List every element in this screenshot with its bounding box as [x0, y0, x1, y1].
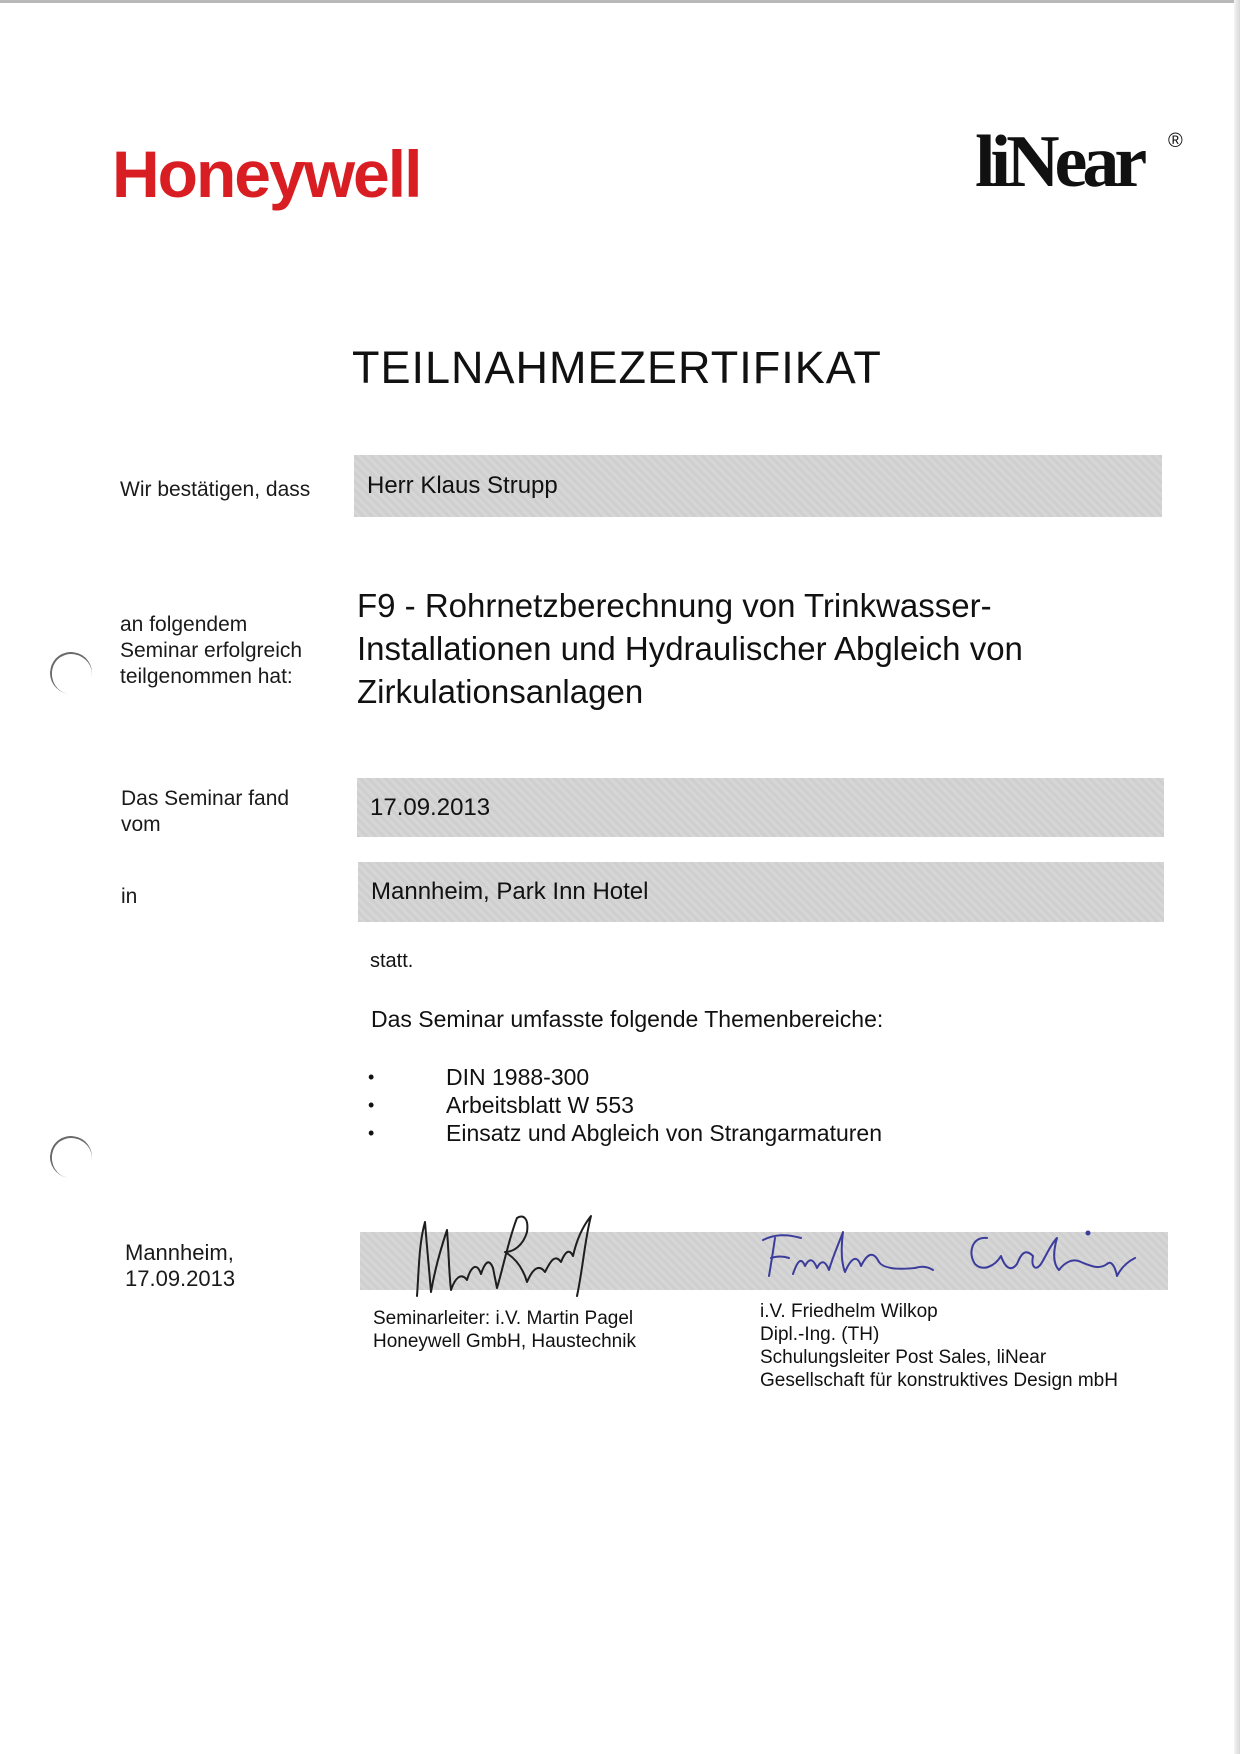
- place-line: Mannheim,: [125, 1240, 234, 1265]
- date-label: [121, 786, 289, 838]
- location-label: in: [121, 885, 138, 908]
- signature-martin-pagel: [405, 1208, 605, 1304]
- place-date: [125, 1240, 235, 1292]
- participant-name-field: [354, 455, 1162, 517]
- seminar-date-field: [357, 778, 1164, 837]
- participant-name: Herr Klaus Strupp: [367, 472, 558, 499]
- date-label-line: vom: [121, 813, 161, 836]
- date-line: 17.09.2013: [125, 1266, 236, 1291]
- seminar-title: [357, 584, 1187, 713]
- punch-hole-mark: [47, 649, 96, 698]
- signatory-line: Schulungsleiter Post Sales, liNear: [760, 1347, 1047, 1368]
- signature-friedhelm-wilkop: [755, 1218, 1145, 1288]
- registered-mark: ®: [1168, 130, 1183, 152]
- seminar-label: [120, 612, 302, 690]
- seminar-date: 17.09.2013: [370, 793, 491, 821]
- topics-list: [408, 1063, 882, 1147]
- seminar-title-line: Installationen und Hydraulischer Abgleich von: [357, 630, 1023, 667]
- signatory-line: i.V. Friedhelm Wilkop: [760, 1301, 938, 1322]
- honeywell-logo: Honeywell: [112, 137, 421, 211]
- topic-item: • Arbeitsblatt W 553: [408, 1091, 882, 1119]
- date-label-line: Das Seminar fand: [121, 787, 290, 810]
- scan-right-edge: [1234, 0, 1240, 1754]
- seminar-title-line: Zirkulationsanlagen: [357, 673, 644, 710]
- topics-intro: Das Seminar umfasste folgende Themenbereiche:: [371, 1006, 884, 1032]
- signatory-line: Dipl.-Ing. (TH): [760, 1324, 880, 1345]
- topic-item: • Einsatz und Abgleich von Strangarmaturen: [408, 1119, 882, 1147]
- statt-text: statt.: [370, 950, 414, 972]
- seminar-title-line: F9 - Rohrnetzberechnung von Trinkwasser-: [357, 587, 992, 624]
- certificate-title: TEILNAHMEZERTIFIKAT: [352, 342, 882, 393]
- signatory-2-caption: [760, 1300, 1118, 1392]
- signatory-line: Seminarleiter: i.V. Martin Pagel: [373, 1308, 634, 1329]
- scan-top-edge: [0, 0, 1240, 3]
- seminar-label-line: an folgendem: [120, 613, 248, 636]
- seminar-label-line: teilgenommen hat:: [120, 665, 293, 688]
- signatory-line: Honeywell GmbH, Haustechnik: [373, 1331, 636, 1352]
- topic-item: • DIN 1988-300: [408, 1063, 882, 1091]
- linear-logo: liNear: [975, 121, 1143, 203]
- seminar-location-field: [358, 862, 1164, 922]
- seminar-location: Mannheim, Park Inn Hotel: [371, 878, 649, 905]
- punch-hole-mark: [47, 1133, 96, 1182]
- signatory-line: Gesellschaft für konstruktives Design mbH: [760, 1370, 1118, 1391]
- signatory-1-caption: [373, 1307, 636, 1353]
- seminar-label-line: Seminar erfolgreich: [120, 639, 303, 662]
- confirm-label: Wir bestätigen, dass: [120, 478, 311, 501]
